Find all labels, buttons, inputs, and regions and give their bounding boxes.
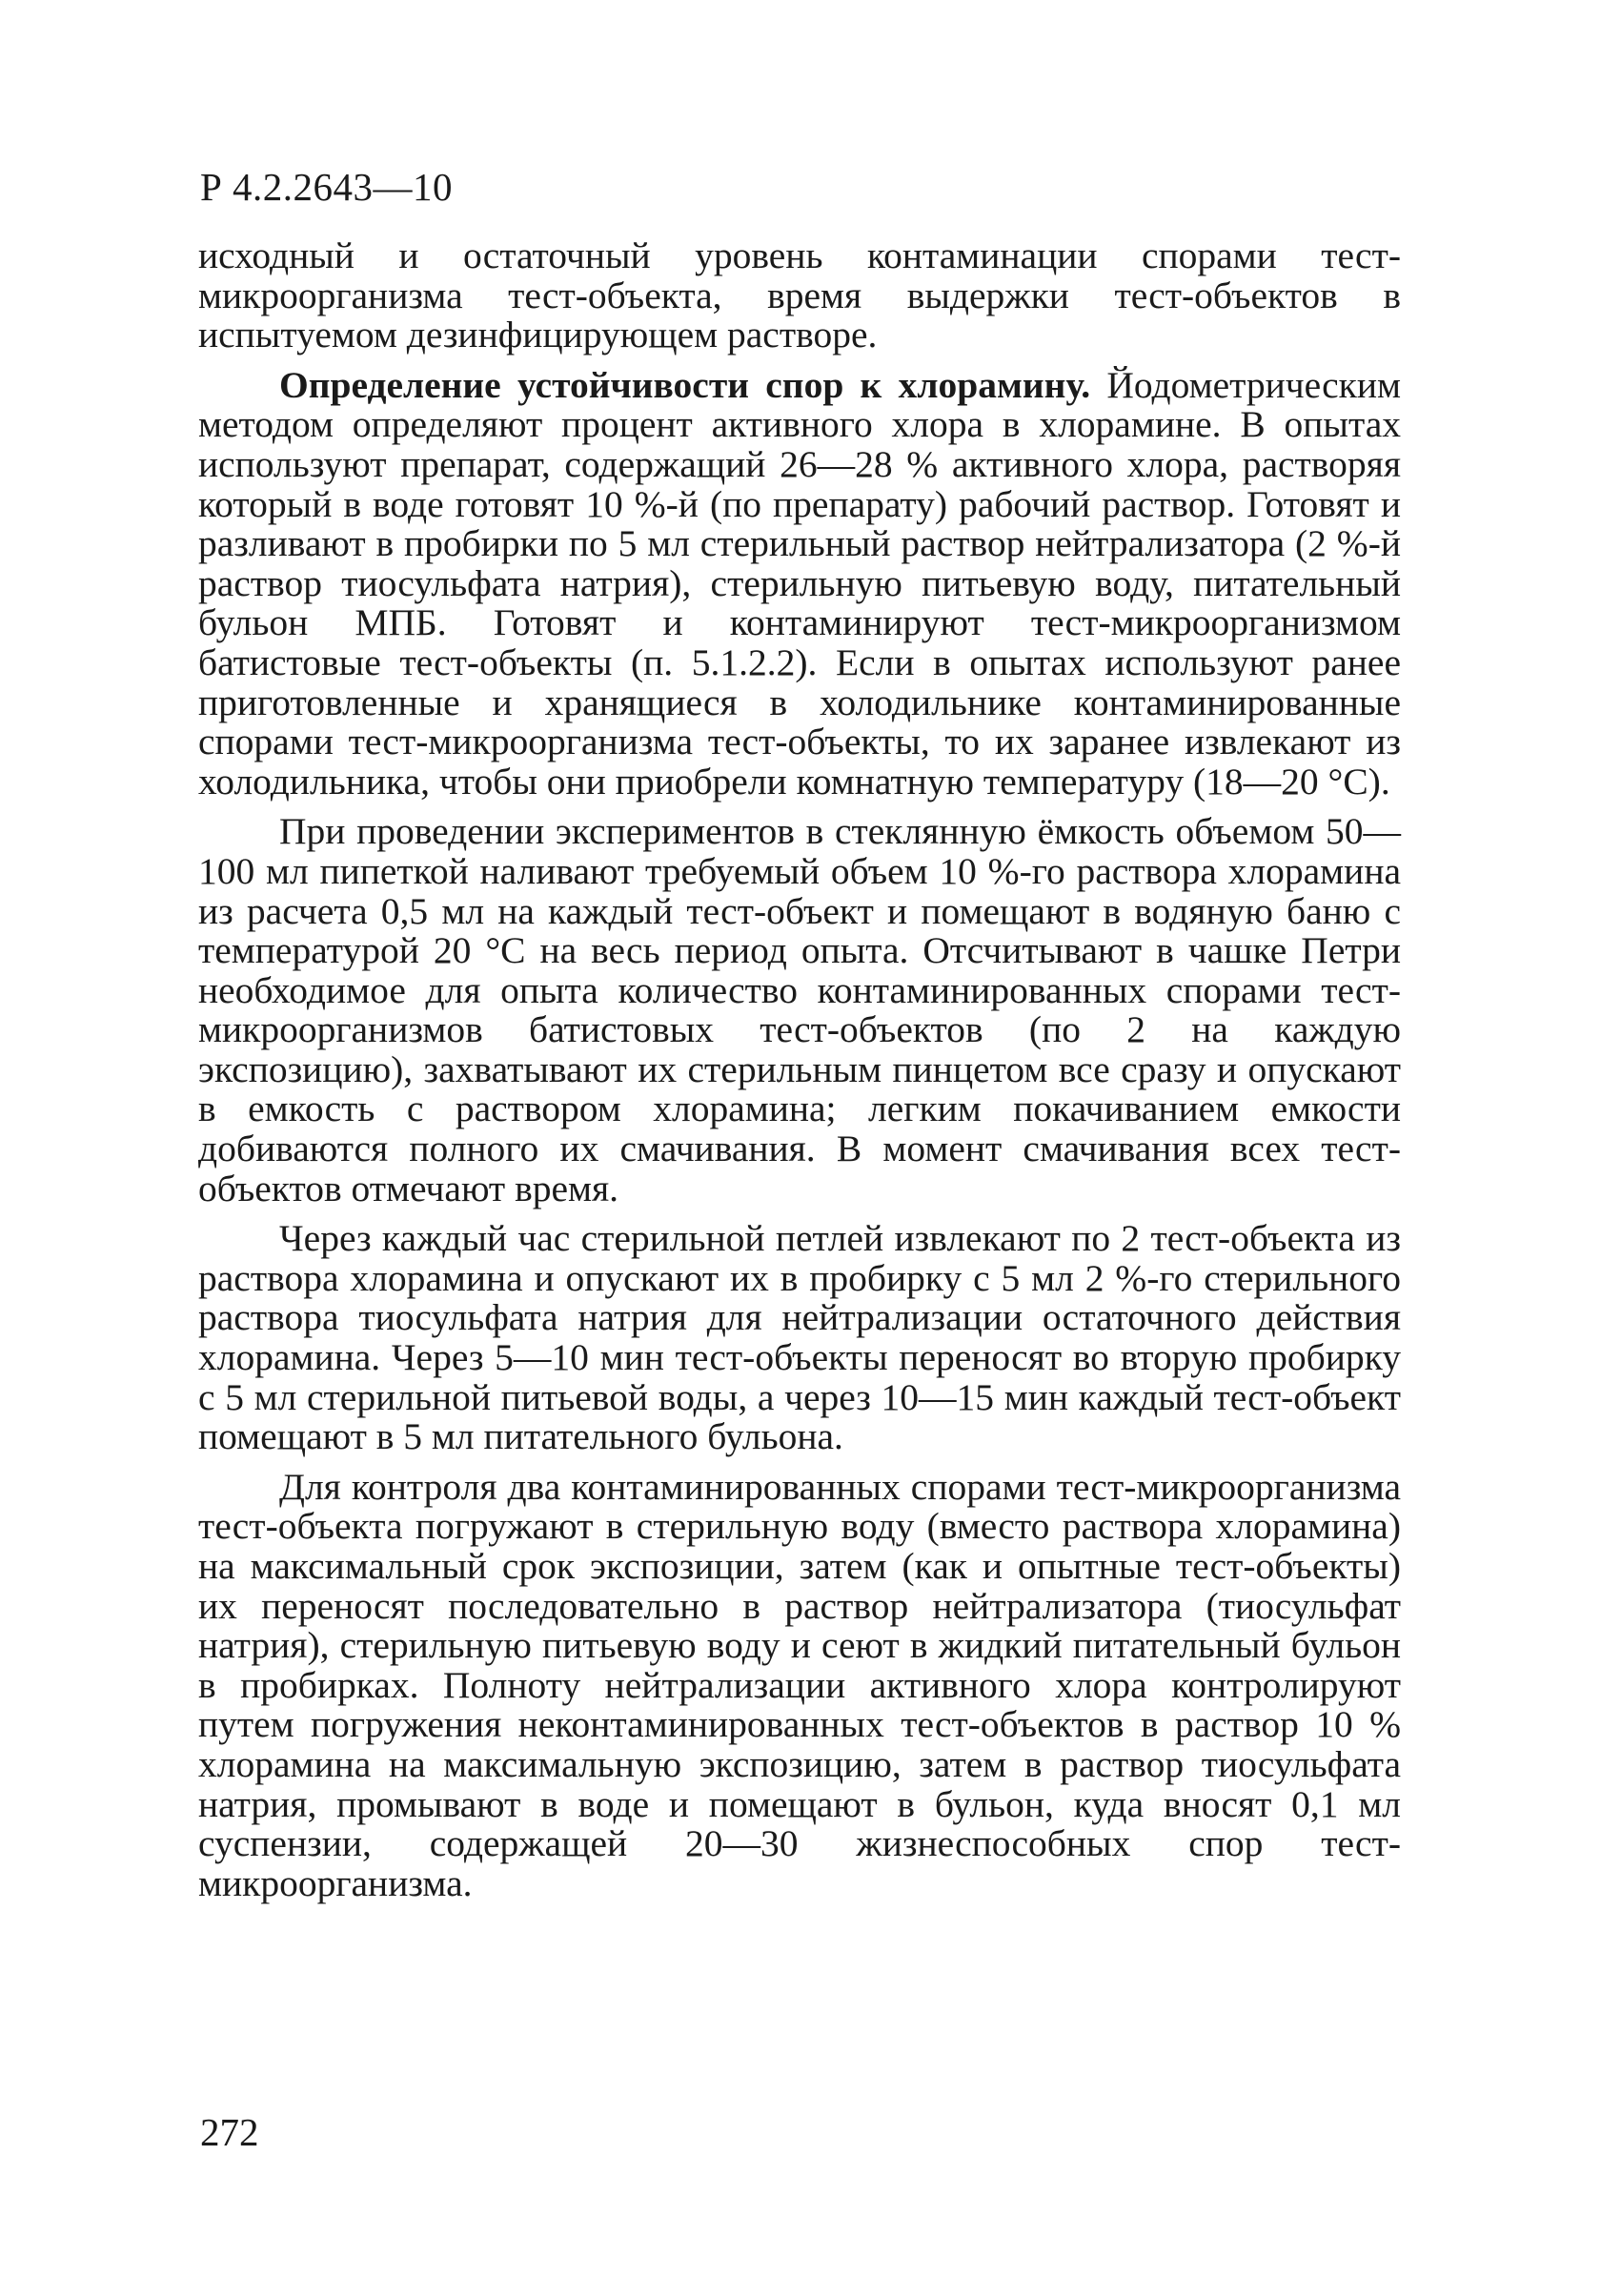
section-heading: Определение устойчивости спор к хлорамину. bbox=[279, 363, 1091, 406]
paragraph-control: Для контроля два контаминированных спорами тест-микроорганизма тест-объекта погружают в стерильную воду (вместо раствора хлорамина) на максимальный срок экспозиции, затем (как и опытные тест-объекты) их переносят последовательно в раствор нейтрализатора (тиосульфат натрия), стерильную питьевую воду и сеют в жидкий питательный бульон в пробирках. Полноту нейтрализации активного хлора контролируют путем погружения неконтаминированных тест-объектов в раствор 10 % хлорамина на максимальную экспозицию, затем в раствор тиосульфата натрия, промывают в воде и помещают в бульон, куда вносят 0,1 мл суспензии, содержащей 20—30 жизнеспособных спор тест-микроорганизма. bbox=[198, 1465, 1401, 1904]
paragraph-text: Йодометрическим методом определяют процент активного хлора в хлорамине. В опытах используют препарат, содержащий 26—28 % активного хлора, растворяя который в воде готовят 10 %-й (по препарату) рабочий раствор. Готовят и разливают в пробирки по 5 мл стерильный раствор нейтрализатора (2 %-й раствор тиосульфата натрия), стерильную питьевую воду, питательный бульон МПБ. Готовят и контаминируют тест-микроорганизмом батистовые тест-объекты (п. 5.1.2.2). Если в опытах используют ранее приготовленные и хранящиеся в холодильнике контаминированные спорами тест-микроорганизма тест-объекты, то их заранее извлекают из холодильника, чтобы они приобрели комнатную температуру (18—20 °С). bbox=[198, 363, 1401, 803]
page-number: 272 bbox=[200, 2110, 259, 2154]
document-body bbox=[198, 236, 1401, 1903]
paragraph-hourly-sampling: Через каждый час стерильной петлей извлекают по 2 тест-объекта из раствора хлорамина и опускают их в пробирку с 5 мл 2 %-го стерильного раствора тиосульфата натрия для нейтрализации остаточного действия хлорамина. Через 5—10 мин тест-объекты переносят во вторую пробирку с 5 мл стерильной питьевой воды, а через 10—15 мин каждый тест-объект помещают в 5 мл питательного бульона. bbox=[198, 1217, 1401, 1458]
document-code: Р 4.2.2643—10 bbox=[200, 165, 454, 209]
paragraph-experiment-procedure: При проведении экспериментов в стеклянную ёмкость объемом 50—100 мл пипеткой наливают требуемый объем 10 %-го раствора хлорамина из расчета 0,5 мл на каждый тест-объект и помещают в водяную баню с температурой 20 °С на весь период опыта. Отсчитывают в чашке Петри необходимое для опыта количество контаминированных спорами тест-микроорганизмов батистовых тест-объектов (по 2 на каждую экспозицию), захватывают их стерильным пинцетом все сразу и опускают в емкость с раствором хлорамина; легким покачиванием емкости добиваются полного их смачивания. В момент смачивания всех тест-объектов отмечают время. bbox=[198, 810, 1401, 1209]
paragraph-continuation: исходный и остаточный уровень контаминации спорами тест-микроорганизма тест-объекта, время выдержки тест-объектов в испытуемом дезинфицирующем растворе. bbox=[198, 234, 1401, 356]
paragraph-chloramine-resistance bbox=[198, 363, 1401, 803]
